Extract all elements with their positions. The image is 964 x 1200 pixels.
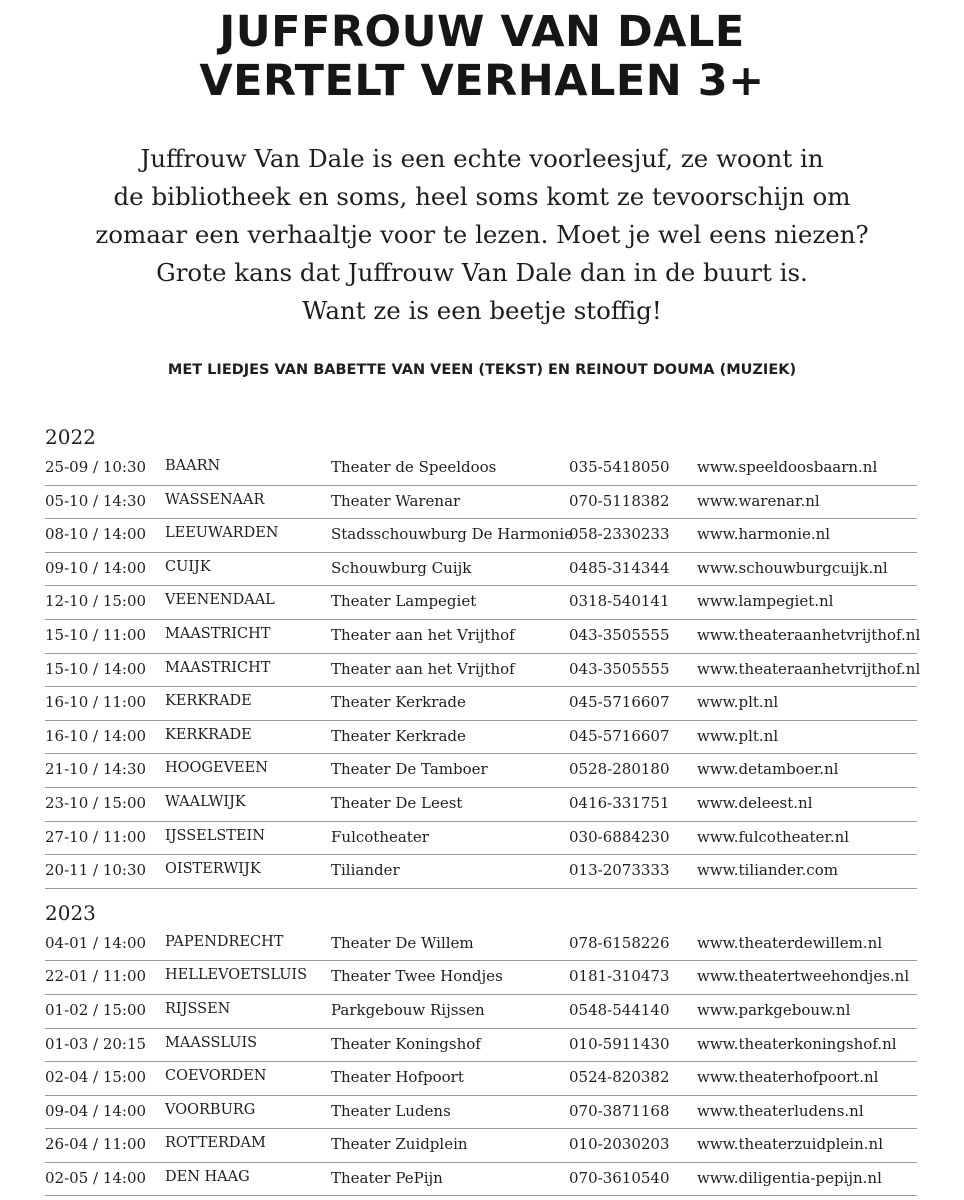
table-row <box>45 519 917 553</box>
show-venue: Theater de Speeldoos <box>331 458 497 476</box>
intro-line: Want ze is een beetje stoffig! <box>302 296 662 325</box>
show-date: 09-10 / 14:00 <box>45 558 147 577</box>
show-venue: Stadsschouwburg De Harmonie <box>331 525 574 544</box>
box-office-phone: 0485-314344 <box>569 558 670 577</box>
show-city: MAASTRICHT <box>165 625 271 642</box>
page-title <box>0 8 964 106</box>
table-row <box>45 654 921 688</box>
box-office-phone: 070-3610540 <box>569 1168 670 1187</box>
show-city: MAASSLUIS <box>165 1034 258 1051</box>
table-row <box>45 754 917 788</box>
show-city: WASSENAAR <box>165 491 265 508</box>
box-office-phone: 043-3505555 <box>569 659 670 678</box>
venue-website: www.theaterludens.nl <box>697 1101 864 1120</box>
venue-website: www.plt.nl <box>697 693 779 712</box>
venue-website: www.schouwburgcuijk.nl <box>697 558 888 577</box>
show-venue: Theater De Tamboer <box>331 760 488 779</box>
show-venue: Theater Lampegiet <box>331 592 477 611</box>
show-date: 15-10 / 14:00 <box>45 659 147 678</box>
box-office-phone: 058-2330233 <box>569 525 670 544</box>
show-date: 08-10 / 14:00 <box>45 525 147 544</box>
show-city: KERKRADE <box>165 693 252 710</box>
schedule-table <box>45 423 921 1196</box>
show-city: LEEUWARDEN <box>165 525 279 542</box>
show-venue: Theater De Willem <box>331 933 474 952</box>
show-date: 23-10 / 15:00 <box>45 793 147 812</box>
show-venue: Theater Kerkrade <box>331 693 466 712</box>
table-row <box>45 1096 917 1130</box>
intro-line: Grote kans dat Juffrouw Van Dale dan in de buurt is. <box>156 258 808 287</box>
show-city: VOORBURG <box>165 1101 256 1118</box>
table-row <box>45 822 917 856</box>
show-date: 12-10 / 15:00 <box>45 592 147 611</box>
title-line-1: JUFFROUW VAN DALE <box>219 7 745 57</box>
show-venue: Theater Koningshof <box>331 1034 481 1053</box>
show-venue: Theater Zuidplein <box>331 1135 468 1154</box>
table-row <box>45 855 917 889</box>
show-city: WAALWIJK <box>165 793 246 810</box>
table-row <box>45 1163 917 1197</box>
show-venue: Theater Warenar <box>331 491 461 510</box>
title-line-2: VERTELT VERHALEN 3+ <box>199 56 765 106</box>
show-venue: Theater De Leest <box>331 793 463 812</box>
show-city: IJSSELSTEIN <box>165 827 265 844</box>
show-date: 21-10 / 14:30 <box>45 760 147 779</box>
box-office-phone: 070-3871168 <box>569 1101 670 1120</box>
show-city: DEN HAAG <box>165 1168 250 1185</box>
show-date: 16-10 / 14:00 <box>45 726 147 745</box>
show-date: 22-01 / 11:00 <box>45 967 147 986</box>
show-venue: Theater aan het Vrijthof <box>331 659 515 678</box>
table-row <box>45 928 917 962</box>
show-city: HELLEVOETSLUIS <box>165 967 308 984</box>
show-date: 25-09 / 10:30 <box>45 458 147 476</box>
venue-website: www.deleest.nl <box>697 793 813 812</box>
venue-website: www.parkgebouw.nl <box>697 1000 851 1019</box>
table-row <box>45 620 921 654</box>
box-office-phone: 078-6158226 <box>569 933 670 952</box>
show-date: 15-10 / 11:00 <box>45 625 147 644</box>
box-office-phone: 0318-540141 <box>569 592 670 611</box>
box-office-phone: 010-2030203 <box>569 1135 670 1154</box>
table-row <box>45 486 917 520</box>
table-row <box>45 1129 917 1163</box>
box-office-phone: 070-5118382 <box>569 491 670 510</box>
credits-line: MET LIEDJES VAN BABETTE VAN VEEN (TEKST) EN REINOUT DOUMA (MUZIEK) <box>167 362 797 378</box>
intro-line: Juffrouw Van Dale is een echte voorleesjuf, ze woont in <box>140 144 824 173</box>
venue-website: www.theateraanhetvrijthof.nl <box>697 625 921 644</box>
show-venue: Parkgebouw Rijssen <box>331 1000 485 1019</box>
box-office-phone: 035-5418050 <box>569 458 670 476</box>
show-city: BAARN <box>165 458 221 474</box>
show-date: 02-05 / 14:00 <box>45 1168 147 1187</box>
venue-website: www.detamboer.nl <box>697 760 839 779</box>
venue-website: www.theaterhofpoort.nl <box>697 1068 879 1087</box>
venue-website: www.theatertweehondjes.nl <box>697 967 910 986</box>
box-office-phone: 045-5716607 <box>569 726 670 745</box>
venue-website: www.theaterdewillem.nl <box>697 933 883 952</box>
venue-website: www.harmonie.nl <box>697 525 831 544</box>
box-office-phone: 0528-280180 <box>569 760 670 779</box>
show-venue: Theater Ludens <box>331 1101 451 1120</box>
box-office-phone: 043-3505555 <box>569 625 670 644</box>
show-date: 26-04 / 11:00 <box>45 1135 147 1154</box>
venue-website: www.fulcotheater.nl <box>697 827 850 846</box>
show-city: OISTERWIJK <box>165 861 261 878</box>
show-venue: Theater PePijn <box>331 1168 443 1187</box>
venue-website: www.warenar.nl <box>697 491 820 510</box>
venue-website: www.theaterkoningshof.nl <box>697 1034 897 1053</box>
box-office-phone: 010-5911430 <box>569 1034 670 1053</box>
show-city: MAASTRICHT <box>165 659 271 676</box>
show-venue: Schouwburg Cuijk <box>331 558 472 577</box>
show-date: 16-10 / 11:00 <box>45 693 147 712</box>
show-venue: Theater aan het Vrijthof <box>331 625 515 644</box>
show-city: HOOGEVEEN <box>165 760 268 777</box>
show-date: 20-11 / 10:30 <box>45 861 147 880</box>
intro-line: zomaar een verhaaltje voor te lezen. Moet je wel eens niezen? <box>95 220 869 249</box>
table-row <box>45 553 917 587</box>
show-date: 09-04 / 14:00 <box>45 1101 147 1120</box>
venue-website: www.theaterzuidplein.nl <box>697 1135 884 1154</box>
venue-website: www.plt.nl <box>697 726 779 745</box>
venue-website: www.tiliander.com <box>697 861 838 880</box>
show-date: 01-03 / 20:15 <box>45 1034 147 1053</box>
box-office-phone: 0181-310473 <box>569 967 670 986</box>
table-row <box>45 1062 917 1096</box>
show-date: 05-10 / 14:30 <box>45 491 147 510</box>
box-office-phone: 013-2073333 <box>569 861 670 880</box>
show-date: 02-04 / 15:00 <box>45 1068 147 1087</box>
table-row <box>45 452 917 486</box>
show-venue: Theater Kerkrade <box>331 726 466 745</box>
intro-line: de bibliotheek en soms, heel soms komt ze tevoorschijn om <box>113 182 851 211</box>
table-row <box>45 1029 917 1063</box>
table-row <box>45 961 917 995</box>
box-office-phone: 045-5716607 <box>569 693 670 712</box>
table-row <box>45 721 917 755</box>
show-venue: Tiliander <box>331 861 400 880</box>
show-city: ROTTERDAM <box>165 1135 266 1152</box>
table-row <box>45 586 917 620</box>
box-office-phone: 0548-544140 <box>569 1000 670 1019</box>
table-row <box>45 687 917 721</box>
box-office-phone: 030-6884230 <box>569 827 670 846</box>
show-venue: Theater Twee Hondjes <box>331 967 503 986</box>
show-venue: Theater Hofpoort <box>331 1068 464 1087</box>
year-heading: 2023 <box>45 900 96 925</box>
show-city: CUIJK <box>165 558 211 575</box>
box-office-phone: 0416-331751 <box>569 793 670 812</box>
show-city: KERKRADE <box>165 726 252 743</box>
table-row <box>45 788 917 822</box>
show-venue: Fulcotheater <box>331 827 429 846</box>
show-date: 27-10 / 11:00 <box>45 827 147 846</box>
intro-paragraph <box>0 140 964 330</box>
venue-website: www.theateraanhetvrijthof.nl <box>697 659 921 678</box>
show-city: COEVORDEN <box>165 1068 267 1085</box>
show-city: VEENENDAAL <box>165 592 275 609</box>
year-heading: 2022 <box>45 425 96 449</box>
venue-website: www.speeldoosbaarn.nl <box>697 458 878 476</box>
show-city: PAPENDRECHT <box>165 933 284 950</box>
show-date: 01-02 / 15:00 <box>45 1000 147 1019</box>
show-city: RIJSSEN <box>165 1000 231 1017</box>
venue-website: www.diligentia-pepijn.nl <box>697 1168 882 1187</box>
show-date: 04-01 / 14:00 <box>45 933 147 952</box>
box-office-phone: 0524-820382 <box>569 1068 670 1087</box>
table-row <box>45 995 917 1029</box>
venue-website: www.lampegiet.nl <box>697 592 834 611</box>
